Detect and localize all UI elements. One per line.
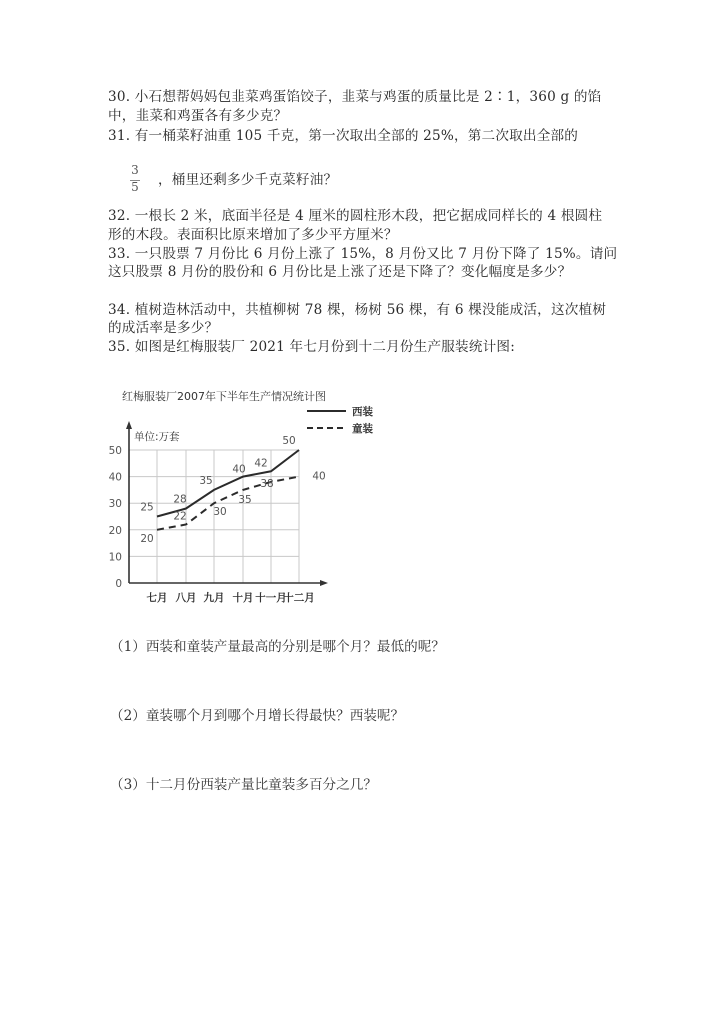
problem-32-line-1: 32. 一根长 2 米，底面半径是 4 厘米的圆柱形木段，把它据成同样长的 4 根圆柱 [108,208,603,224]
problem-32-line-2: 形的木段。表面积比原来增加了多少平方厘米？ [108,227,398,243]
svg-text:七月: 七月 [146,592,168,604]
problem-30-line-1: 30. 小石想帮妈妈包韭菜鸡蛋馅饺子，韭菜与鸡蛋的质量比是 2∶1，360 g 的馅 [108,89,602,105]
svg-text:40: 40 [232,463,246,476]
svg-text:30: 30 [213,506,227,519]
svg-text:22: 22 [173,510,187,523]
svg-text:十月: 十月 [232,592,254,604]
question-3: （3）十二月份西装产量比童装多百分之几？ [110,777,377,793]
svg-text:十一月: 十一月 [255,592,287,604]
problem-34-line-2: 的成活率是多少？ [108,320,219,336]
problem-30-line-2: 中，韭菜和鸡蛋各有多少克？ [108,108,288,124]
chart-data-labels [140,435,325,545]
chart-axes [126,421,328,586]
svg-text:40: 40 [108,471,122,484]
svg-text:童装: 童装 [352,423,373,435]
svg-text:38: 38 [260,477,274,490]
fraction-denominator: 5 [131,180,139,194]
problem-34-line-1: 34. 植树造林活动中，共植柳树 78 棵，杨树 56 棵，有 6 棵没能成活，这次植树 [108,302,607,318]
chart-series [157,450,299,530]
svg-text:35: 35 [238,493,252,506]
problem-35-line-1: 35. 如图是红梅服装厂 2021 年七月份到十二月份生产服装统计图: [108,339,516,355]
chart-grid [129,450,299,583]
svg-text:10: 10 [108,551,122,564]
problem-31-line-1: 31. 有一桶菜籽油重 105 千克，第一次取出全部的 25%，第二次取出全部的 [108,128,579,144]
chart-unit-label: 单位:万套 [134,431,180,443]
problem-31-line-2: ，桶里还剩多少千克菜籽油？ [158,172,338,188]
svg-text:25: 25 [140,501,154,514]
svg-text:42: 42 [254,457,268,470]
chart-title: 红梅服装厂2007年下半年生产情况统计图 [122,390,326,403]
svg-text:0: 0 [115,578,122,590]
fraction-three-fifths [128,163,142,197]
svg-text:50: 50 [108,445,122,457]
svg-text:20: 20 [108,524,122,537]
problem-33-line-2: 这只股票 8 月份的股份和 6 月份比是上涨了还是下降了？变化幅度是多少？ [108,264,572,280]
svg-text:九月: 九月 [203,592,225,604]
question-2: （2）童装哪个月到哪个月增长得最快？西装呢？ [110,708,405,724]
svg-text:西装: 西装 [352,406,373,418]
svg-text:28: 28 [173,493,187,506]
svg-text:40: 40 [312,470,326,483]
svg-text:30: 30 [108,498,122,511]
chart-x-tick-labels [147,591,315,604]
svg-text:十二月: 十二月 [283,592,315,604]
problem-33-line-1: 33. 一只股票 7 月份比 6 月份上涨了 15%，8 月份又比 7 月份下降了 15%。请问 [108,246,618,262]
svg-text:八月: 八月 [175,592,197,604]
fraction-numerator: 3 [131,163,139,177]
chart-y-tick-labels [109,445,122,590]
svg-text:20: 20 [140,532,154,545]
svg-text:35: 35 [199,474,213,487]
chart-legend [307,405,373,435]
svg-text:50: 50 [282,435,296,447]
question-1: （1）西装和童装产量最高的分别是哪个月？最低的呢？ [110,639,445,655]
